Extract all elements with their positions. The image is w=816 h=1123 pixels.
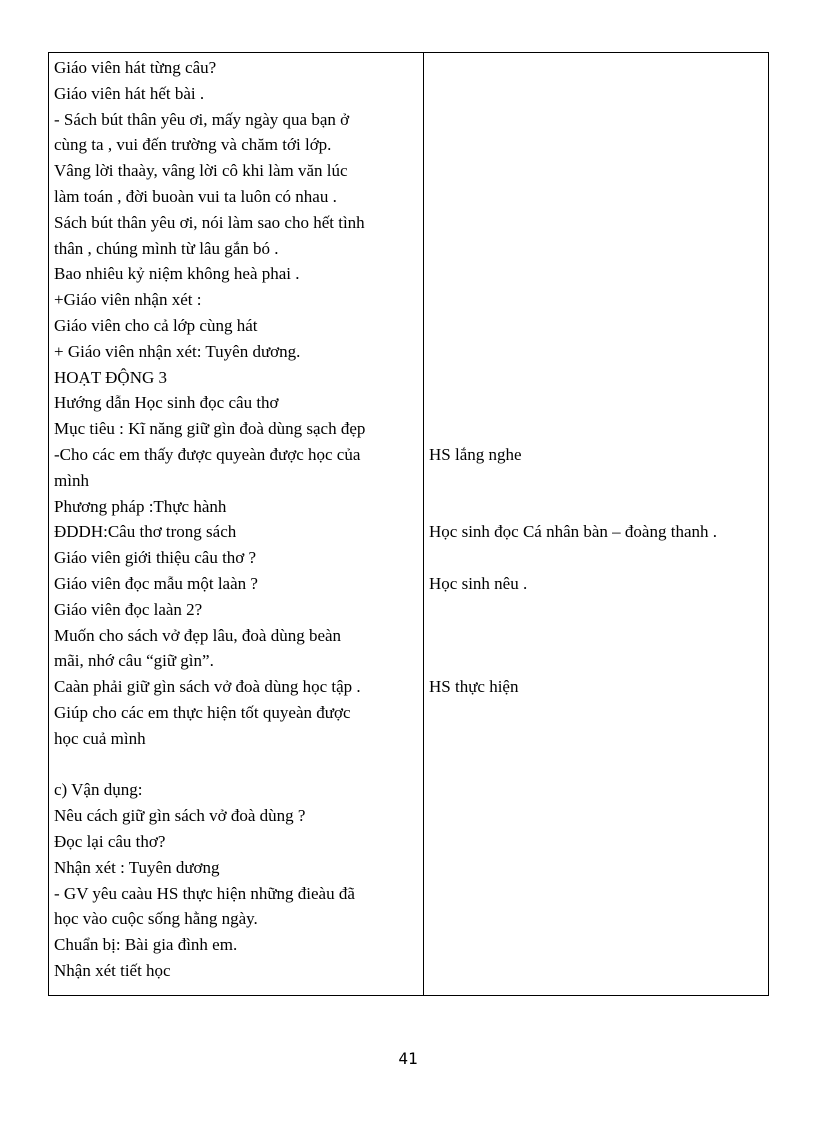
teacher-line: Caàn phải giữ gìn sách vở đoà dùng học tập . [54, 677, 361, 697]
blank-line [54, 752, 418, 778]
student-line-answer: Học sinh nêu . [429, 573, 528, 593]
lesson-table [48, 52, 769, 996]
teacher-line: Giáo viên đọc mẫu một laàn ? [54, 573, 258, 593]
teacher-line: Giáo viên cho cả lớp cùng hát [54, 315, 258, 335]
teacher-activities-column [54, 55, 418, 984]
teacher-line: mãi, nhớ câu “giữ gìn”. [54, 651, 214, 671]
teacher-line: Mục tiêu : Kĩ năng giữ gìn đoà dùng sạch đẹp [54, 419, 366, 439]
student-line-listen: HS lắng nghe [429, 444, 522, 464]
teacher-line: ĐDDH:Câu thơ trong sách [54, 522, 237, 542]
teacher-line: Nhận xét : Tuyên dương [54, 857, 220, 877]
teacher-line: +Giáo viên nhận xét : [54, 290, 202, 310]
section-heading: HOẠT ĐỘNG 3 [54, 367, 168, 387]
teacher-line: Giáo viên hát hết bài . [54, 83, 205, 103]
teacher-line: Giáo viên hát từng câu? [54, 58, 217, 77]
teacher-line: Nhận xét tiết học [54, 960, 171, 980]
teacher-line: cùng ta , vui đến trường và chăm tới lớp. [54, 135, 332, 155]
teacher-line: Vâng lời thaày, vâng lời cô khi làm văn lúc [54, 161, 348, 181]
teacher-line: Muốn cho sách vở đẹp lâu, đoà dùng beàn [54, 625, 342, 645]
column-divider [423, 53, 424, 995]
student-line-read: Học sinh đọc Cá nhân bàn – đoàng thanh . [429, 522, 717, 542]
teacher-line: Chuẩn bị: Bài gia đình em. [54, 935, 238, 955]
teacher-line: học vào cuộc sống hằng ngày. [54, 909, 258, 929]
student-activities-column [429, 55, 767, 700]
teacher-line: Giúp cho các em thực hiện tốt quyeàn được [54, 702, 351, 722]
teacher-line: làm toán , đời buoàn vui ta luôn có nhau . [54, 186, 337, 206]
teacher-line: Sách bút thân yêu ơi, nói làm sao cho hết tình [54, 212, 365, 232]
teacher-line: -Cho các em thấy được quyeàn được học của [54, 444, 361, 464]
teacher-line: Nêu cách giữ gìn sách vở đoà dùng ? [54, 806, 306, 826]
teacher-line: - GV yêu caàu HS thực hiện những đieàu đã [54, 883, 355, 903]
teacher-line: Phương pháp :Thực hành [54, 496, 227, 516]
teacher-line: Bao nhiêu kỷ niệm không heà phai . [54, 264, 300, 284]
teacher-line: thân , chúng mình từ lâu gắn bó . [54, 238, 279, 258]
student-line-do: HS thực hiện [429, 677, 519, 697]
teacher-line: Giáo viên giới thiệu câu thơ ? [54, 548, 257, 568]
teacher-line: Giáo viên đọc laàn 2? [54, 599, 203, 619]
teacher-line: + Giáo viên nhận xét: Tuyên dương. [54, 341, 301, 361]
teacher-line: học cuả mình [54, 728, 146, 748]
page-number: 41 [398, 1049, 418, 1068]
teacher-line: - Sách bút thân yêu ơi, mấy ngày qua bạn ở [54, 109, 350, 129]
teacher-line: Hướng dẫn Học sinh đọc câu thơ [54, 393, 279, 413]
teacher-line: mình [54, 470, 89, 490]
teacher-line: Đọc lại câu thơ? [54, 831, 166, 851]
section-heading: c) Vận dụng: [54, 780, 143, 800]
